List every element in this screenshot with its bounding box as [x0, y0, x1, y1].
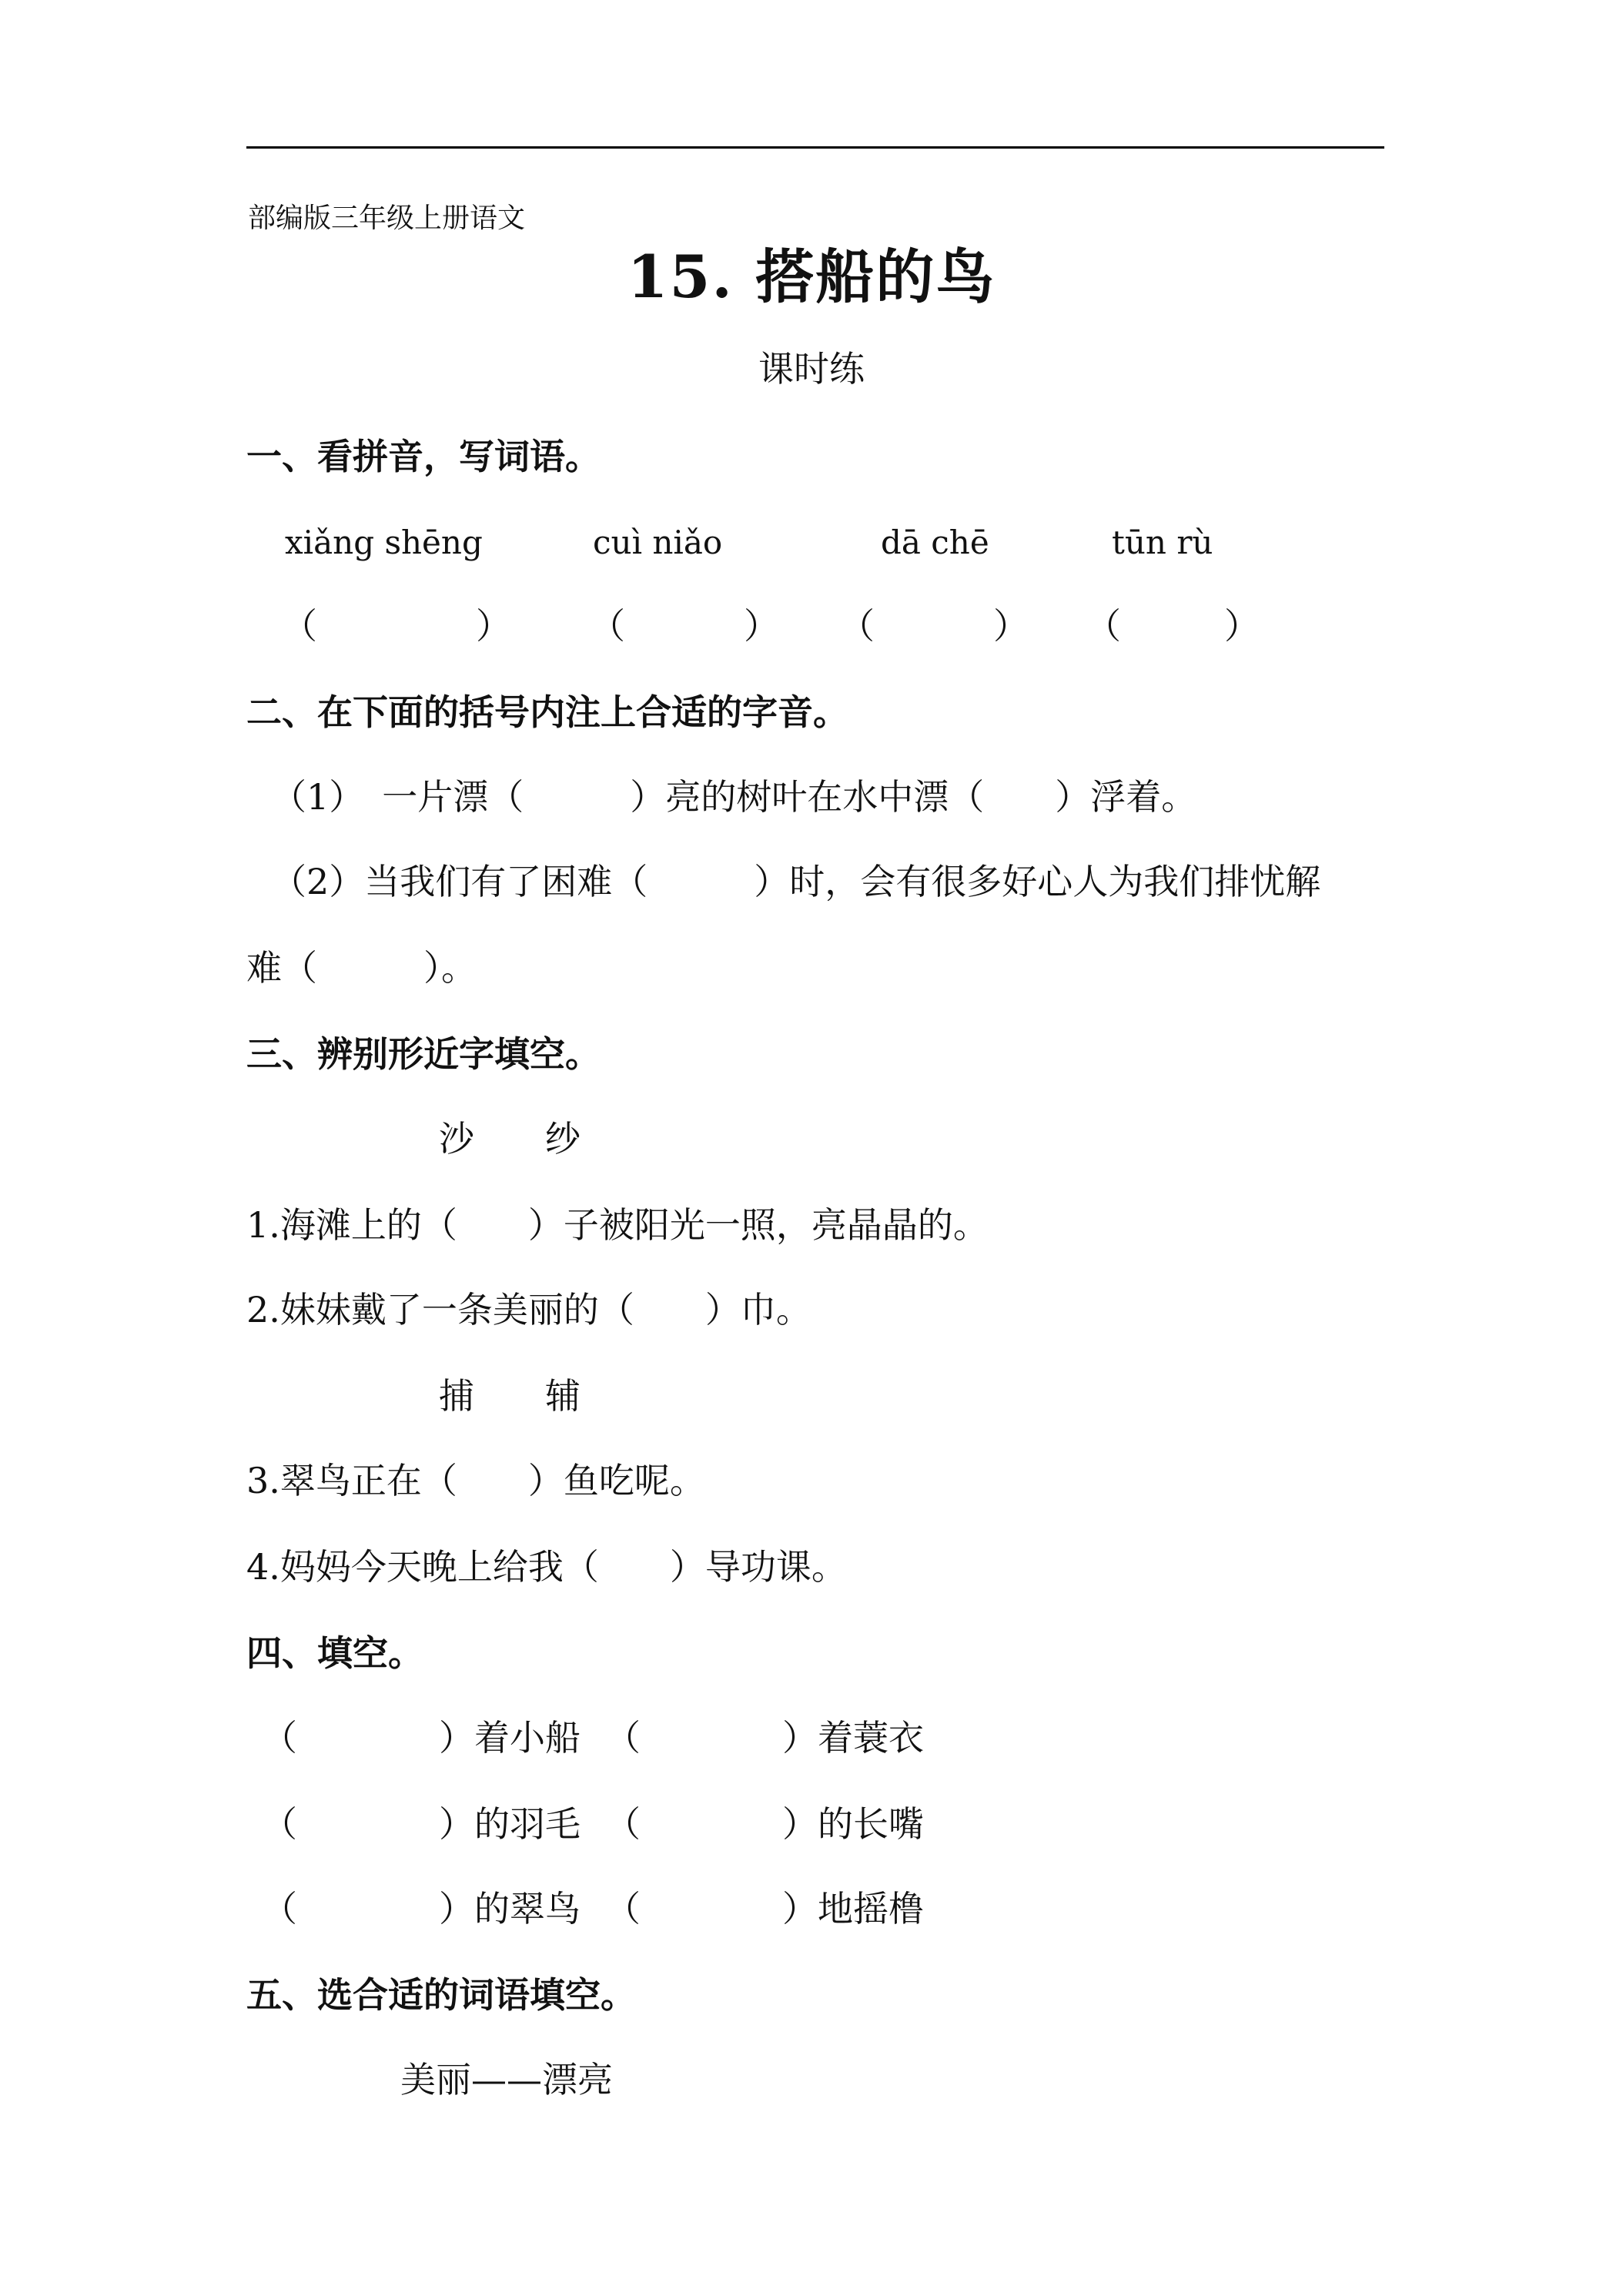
- section-5-heading: 五、选合适的词语填空。: [246, 1974, 636, 2016]
- fill-item-6: （ ）地摇橹: [605, 1888, 924, 1930]
- answer-blank-1-close: ）: [476, 605, 511, 647]
- answer-blank-3[interactable]: （: [839, 605, 875, 647]
- section-2-heading: 二、在下面的括号内注上合适的字音。: [246, 691, 848, 733]
- header-rule: [246, 146, 1384, 149]
- fill-item-2: （ ）着蓑衣: [605, 1717, 924, 1759]
- word-pair: 美丽——漂亮: [400, 2059, 613, 2100]
- section-4-heading: 四、填空。: [246, 1632, 423, 1674]
- fill-item-3: （ ）的羽毛: [262, 1803, 581, 1845]
- answer-blank-3-close: ）: [993, 605, 1029, 647]
- pinyin-2: cuì niǎo: [593, 524, 723, 561]
- section-2-question-2-line-2: 难（ ）。: [246, 947, 477, 989]
- section-3-question-3: 3.翠鸟正在（ ）鱼吃呢。: [246, 1460, 705, 1501]
- char-pair-2: 捕 辅: [439, 1375, 581, 1417]
- answer-blank-1[interactable]: （: [282, 605, 317, 647]
- section-3-question-1: 1.海滩上的（ ）子被阳光一照，亮晶晶的。: [246, 1204, 989, 1246]
- answer-blank-4[interactable]: （: [1086, 605, 1121, 647]
- section-2-question-1: （1） 一片漂（ ）亮的树叶在水中漂（ ）浮着。: [271, 776, 1197, 818]
- fill-item-1: （ ）着小船: [262, 1717, 581, 1759]
- answer-blank-4-close: ）: [1224, 605, 1260, 647]
- fill-item-4: （ ）的长嘴: [605, 1803, 924, 1845]
- pinyin-1: xiǎng shēng: [285, 524, 483, 561]
- answer-blank-2-close: ）: [744, 605, 779, 647]
- book-label: 部编版三年级上册语文: [248, 202, 526, 234]
- section-2-question-2-line-1: （2）当我们有了困难（ ）时，会有很多好心人为我们排忧解: [271, 861, 1321, 902]
- pinyin-3: dā chē: [881, 524, 989, 561]
- section-3-heading: 三、辨别形近字填空。: [246, 1033, 601, 1075]
- pinyin-4: tūn rù: [1112, 524, 1213, 561]
- page-subtitle: 课时练: [758, 348, 865, 390]
- fill-item-5: （ ）的翠鸟: [262, 1888, 581, 1930]
- page-title: 15. 搭船的鸟: [627, 243, 996, 311]
- section-3-question-4: 4.妈妈今天晚上给我（ ）导功课。: [246, 1546, 847, 1588]
- answer-blank-2[interactable]: （: [590, 605, 625, 647]
- section-3-question-2: 2.妹妹戴了一条美丽的（ ）巾。: [246, 1289, 812, 1330]
- section-1-heading: 一、看拼音，写词语。: [246, 436, 601, 477]
- char-pair-1: 沙 纱: [439, 1118, 581, 1160]
